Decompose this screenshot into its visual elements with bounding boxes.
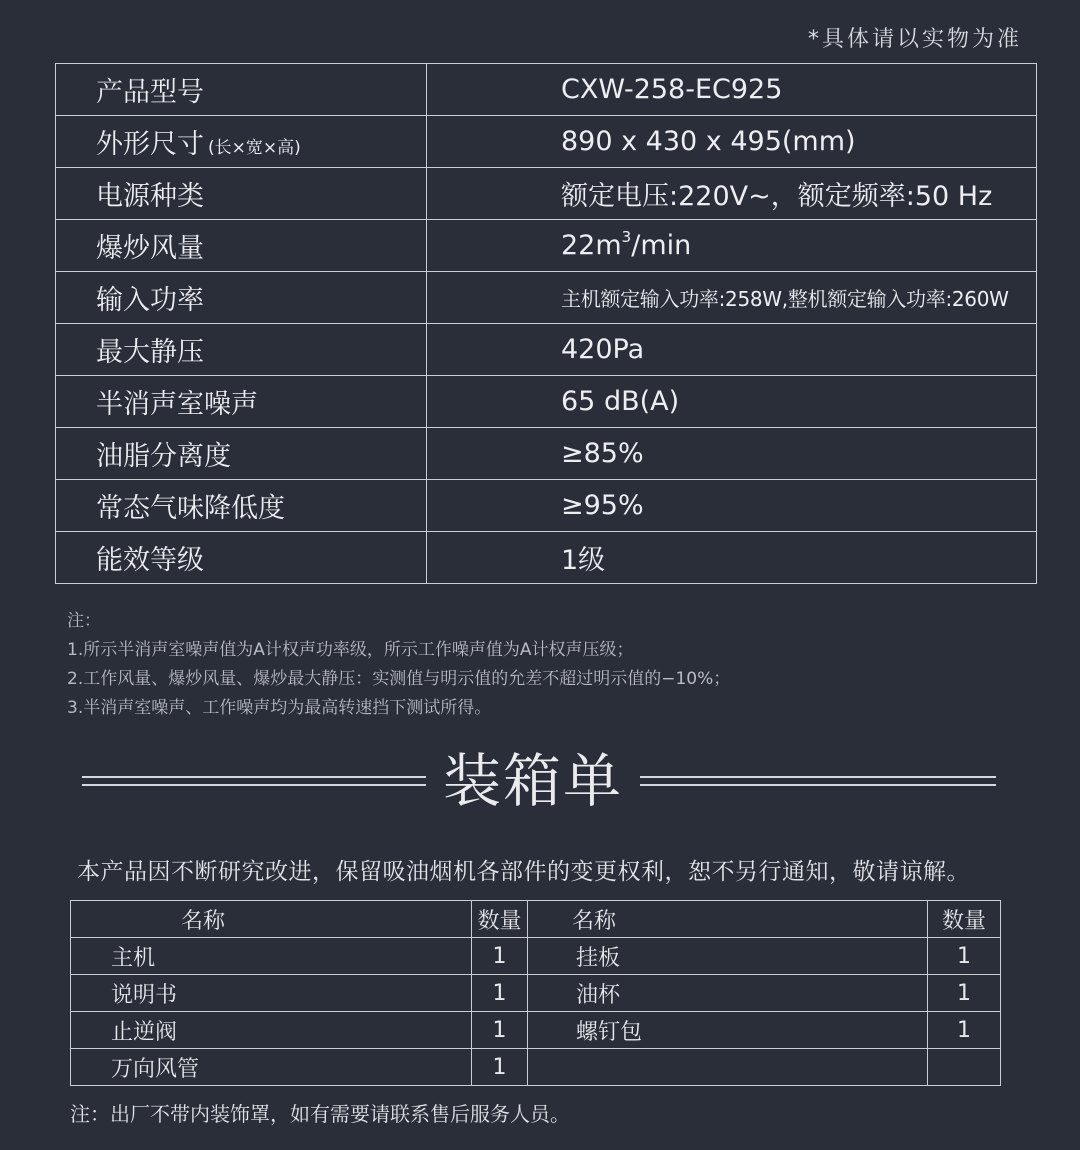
heading-divider-left	[82, 776, 426, 786]
spec-value-superscript: 3	[621, 228, 632, 246]
item-name	[528, 1049, 928, 1086]
packing-intro-text: 本产品因不断研究改进，保留吸油烟机各部件的变更权利，恕不另行通知，敬请谅解。	[77, 859, 970, 885]
packing-table	[70, 900, 1001, 1086]
spec-value: 主机额定输入功率:258W,整机额定输入功率:260W	[427, 272, 1037, 324]
spec-label: 半消声室噪声	[56, 376, 427, 428]
spec-notes	[67, 607, 730, 723]
packing-row	[71, 1012, 1001, 1049]
spec-row-static-pressure	[56, 324, 1037, 376]
packing-list-heading	[82, 745, 996, 817]
spec-row-model	[56, 64, 1037, 116]
item-name: 挂板	[528, 938, 928, 975]
spec-label: 最大静压	[56, 324, 427, 376]
item-qty: 1	[928, 1012, 1001, 1049]
spec-label: 电源种类	[56, 168, 427, 220]
spec-value: 1级	[427, 532, 1037, 584]
spec-label: 产品型号	[56, 64, 427, 116]
item-name: 油杯	[528, 975, 928, 1012]
spec-label: 能效等级	[56, 532, 427, 584]
spec-value: 420Pa	[427, 324, 1037, 376]
packing-row	[71, 938, 1001, 975]
spec-row-energy-grade	[56, 532, 1037, 584]
item-name: 止逆阀	[71, 1012, 472, 1049]
note-item: 3.半消声室噪声、工作噪声均为最高转速挡下测试所得。	[67, 698, 492, 718]
item-name: 螺钉包	[528, 1012, 928, 1049]
spec-value: CXW-258-EC925	[427, 64, 1037, 116]
spec-table	[55, 63, 1037, 584]
note-item: 2.工作风量、爆炒风量、爆炒最大静压：实测值与明示值的允差不超过明示值的−10%；	[67, 669, 731, 689]
spec-row-noise	[56, 376, 1037, 428]
notes-title: 注：	[67, 611, 101, 631]
item-name: 主机	[71, 938, 472, 975]
spec-value-cell	[427, 220, 1037, 272]
packing-row	[71, 975, 1001, 1012]
spec-row-grease-separation	[56, 428, 1037, 480]
spec-label: 油脂分离度	[56, 428, 427, 480]
spec-row-odor-reduction	[56, 480, 1037, 532]
heading-divider-right	[640, 776, 996, 786]
spec-label: 爆炒风量	[56, 220, 427, 272]
column-header-qty: 数量	[928, 901, 1001, 938]
spec-value: 890 x 430 x 495(mm)	[427, 116, 1037, 168]
packing-row	[71, 1049, 1001, 1086]
column-header-name: 名称	[71, 901, 472, 938]
spec-value: 22m	[561, 230, 622, 261]
spec-value-suffix: /min	[631, 230, 692, 261]
column-header-qty: 数量	[472, 901, 528, 938]
item-qty: 1	[472, 1012, 528, 1049]
note-item: 1.所示半消声室噪声值为A计权声功率级，所示工作噪声值为A计权声压级；	[67, 640, 634, 660]
item-qty: 1	[472, 1049, 528, 1086]
section-title: 装箱单	[442, 747, 623, 815]
spec-label: 常态气味降低度	[56, 480, 427, 532]
item-name: 说明书	[71, 975, 472, 1012]
item-qty: 1	[472, 975, 528, 1012]
spec-value: 额定电压:220V~，额定频率:50 Hz	[427, 168, 1037, 220]
spec-label: 输入功率	[56, 272, 427, 324]
spec-row-power-type	[56, 168, 1037, 220]
item-name: 万向风管	[71, 1049, 472, 1086]
disclaimer-text: *具体请以实物为准	[807, 27, 1022, 52]
spec-label-cell	[56, 116, 427, 168]
spec-value: 65 dB(A)	[427, 376, 1037, 428]
spec-row-airflow	[56, 220, 1037, 272]
item-qty: 1	[928, 938, 1001, 975]
item-qty	[928, 1049, 1001, 1086]
spec-row-input-power	[56, 272, 1037, 324]
packing-header-row	[71, 901, 1001, 938]
spec-label-note: (长×宽×高)	[208, 138, 301, 158]
spec-label: 外形尺寸	[96, 129, 204, 160]
spec-row-dimensions	[56, 116, 1037, 168]
column-header-name: 名称	[528, 901, 928, 938]
spec-value: ≥85%	[427, 428, 1037, 480]
spec-value: ≥95%	[427, 480, 1037, 532]
item-qty: 1	[928, 975, 1001, 1012]
packing-footer-note: 注：出厂不带内装饰罩，如有需要请联系售后服务人员。	[70, 1102, 570, 1126]
item-qty: 1	[472, 938, 528, 975]
